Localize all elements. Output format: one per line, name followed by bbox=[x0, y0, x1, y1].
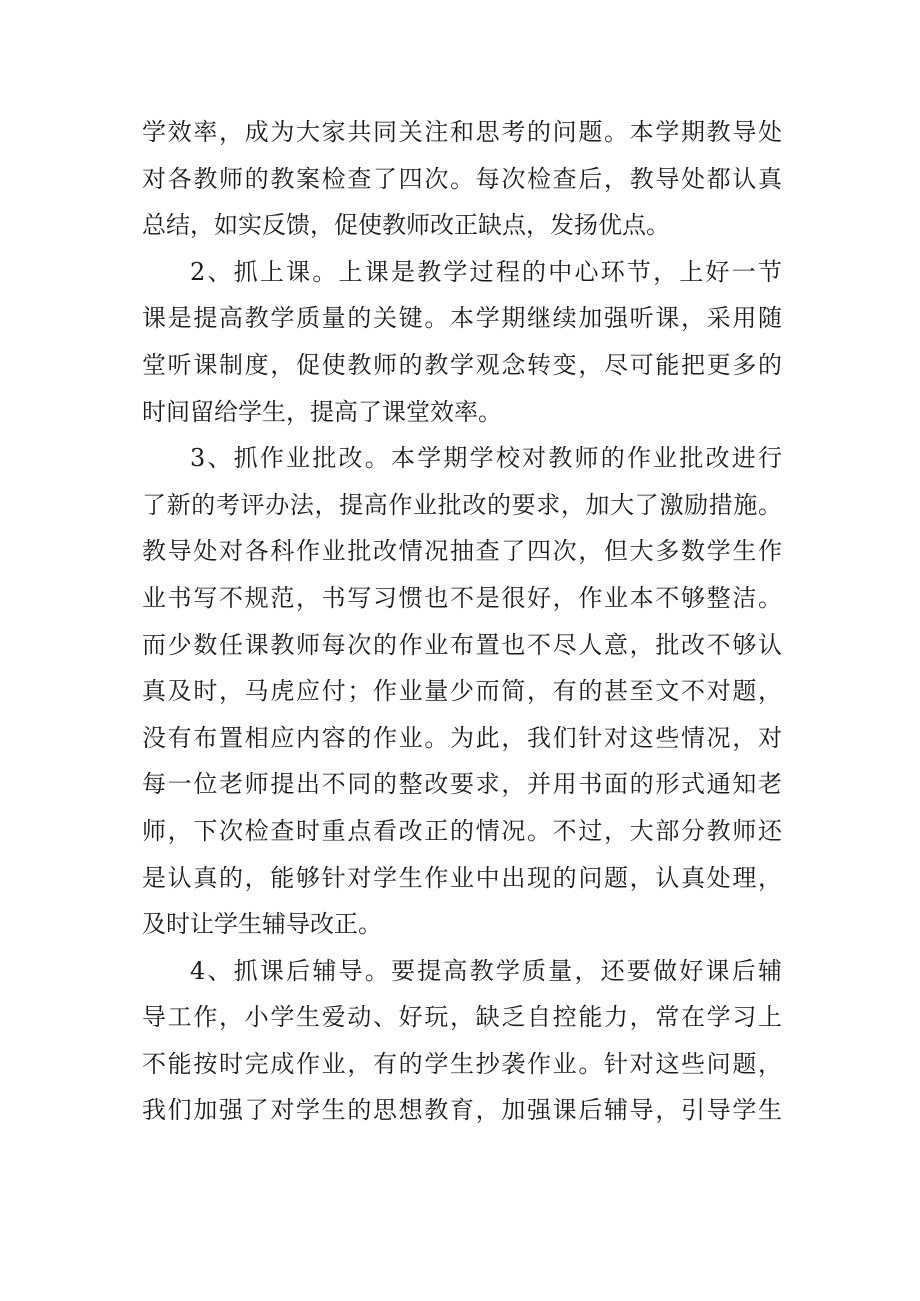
text-line: 教导处对各科作业批改情况抽查了四次，但大多数学生作 bbox=[142, 537, 782, 566]
paragraph-first-line: 4、抓课后辅导。要提高教学质量，还要做好课后辅 bbox=[190, 956, 782, 985]
text-line: 导工作，小学生爱动、好玩，缺乏自控能力，常在学习上 bbox=[142, 1003, 782, 1032]
text-line: 业书写不规范，书写习惯也不是很好，作业本不够整洁。 bbox=[142, 583, 782, 612]
text-line: 是认真的，能够针对学生作业中出现的问题，认真处理， bbox=[142, 863, 782, 892]
text-line: 不能按时完成作业，有的学生抄袭作业。针对这些问题， bbox=[142, 1049, 782, 1078]
text-line: 对各教师的教案检查了四次。每次检查后，教导处都认真 bbox=[142, 164, 782, 193]
text-line: 了新的考评办法，提高作业批改的要求，加大了激励措施。 bbox=[142, 490, 782, 519]
text-line: 堂听课制度，促使教师的教学观念转变，尽可能把更多的 bbox=[142, 350, 782, 379]
text-line: 没有布置相应内容的作业。为此，我们针对这些情况，对 bbox=[142, 723, 782, 752]
paragraph-first-line: 2、抓上课。上课是教学过程的中心环节，上好一节 bbox=[190, 257, 782, 286]
text-line: 及时让学生辅导改正。 bbox=[142, 910, 382, 939]
text-line: 我们加强了对学生的思想教育，加强课后辅导，引导学生 bbox=[142, 1096, 782, 1125]
text-line: 时间留给学生，提高了课堂效率。 bbox=[142, 397, 502, 426]
text-line: 每一位老师提出不同的整改要求，并用书面的形式通知老 bbox=[142, 770, 782, 799]
paragraph-first-line: 3、抓作业批改。本学期学校对教师的作业批改进行 bbox=[190, 444, 782, 473]
text-line: 而少数任课教师每次的作业布置也不尽人意，批改不够认 bbox=[142, 630, 782, 659]
text-line: 总结，如实反馈，促使教师改正缺点，发扬优点。 bbox=[142, 211, 670, 240]
text-line: 课是提高教学质量的关键。本学期继续加强听课，采用随 bbox=[142, 304, 782, 333]
text-line: 师，下次检查时重点看改正的情况。不过，大部分教师还 bbox=[142, 816, 782, 845]
text-line: 真及时，马虎应付；作业量少而简，有的甚至文不对题， bbox=[142, 677, 782, 706]
text-line: 学效率，成为大家共同关注和思考的问题。本学期教导处 bbox=[142, 118, 782, 146]
body-text bbox=[142, 109, 782, 1134]
